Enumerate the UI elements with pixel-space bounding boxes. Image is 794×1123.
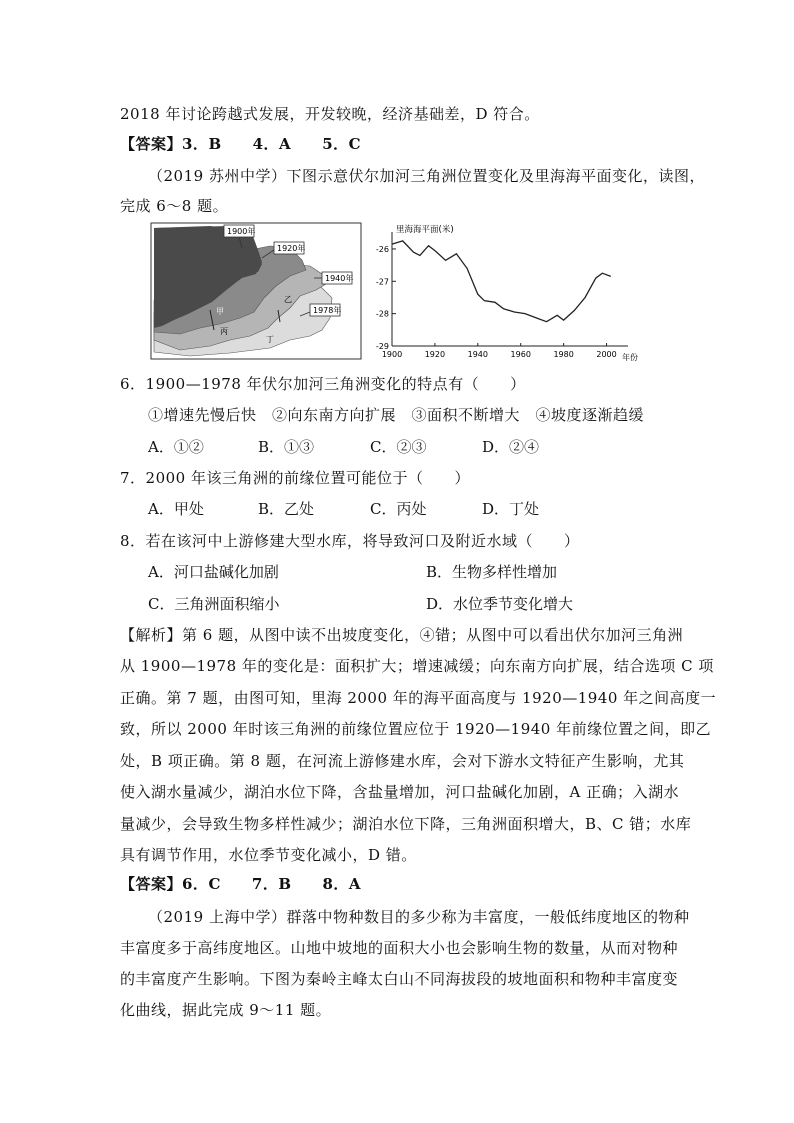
y-tick bbox=[376, 277, 396, 286]
map-label-bing: 丙 bbox=[220, 327, 228, 336]
q7-option-a: A．甲处 bbox=[148, 500, 204, 518]
y-tick-label: -26 bbox=[375, 244, 389, 254]
map-label-1940: 1940年 bbox=[325, 274, 354, 283]
y-tick-label: -28 bbox=[375, 309, 389, 319]
chart-title: 里海海平面(米) bbox=[396, 225, 454, 235]
q8-option-a: A．河口盐碱化加剧 bbox=[148, 563, 279, 581]
x-tick-label: 2000 bbox=[596, 350, 617, 359]
question-8: 8．若在该河中上游修建大型水库，将导致河口及附近水域（ ） bbox=[120, 532, 580, 550]
x-tick bbox=[425, 343, 445, 359]
question-6-items: ①增速先慢后快 ②向东南方向扩展 ③面积不断增大 ④坡度逐渐趋缓 bbox=[148, 406, 645, 424]
y-tick-label: -29 bbox=[375, 342, 389, 351]
map-label-ding: 丁 bbox=[266, 335, 274, 344]
x-tick-label: 1900 bbox=[381, 350, 403, 359]
q8-option-c: C．三角洲面积缩小 bbox=[148, 595, 280, 613]
next-stem-line-4: 化曲线，据此完成 9～11 题。 bbox=[120, 1001, 332, 1019]
x-tick-label: 1920 bbox=[424, 350, 446, 359]
stem-6-8-line-2: 完成 6～8 题。 bbox=[120, 197, 229, 215]
map-label-1978: 1978年 bbox=[313, 306, 342, 315]
analysis-line-3: 正确。第 7 题，由图可知，里海 2000 年的海平面高度与 1920—1940 年之间高度一 bbox=[120, 689, 717, 707]
map-label-1900: 1900年 bbox=[227, 227, 256, 236]
stem-6-8-line-1: （2019 苏州中学）下图示意伏尔加河三角洲位置变化及里海海平面变化，读图， bbox=[148, 167, 705, 185]
x-tick bbox=[553, 343, 573, 359]
next-stem-line-2: 丰富度多于高纬度地区。山地中坡地的面积大小也会影响生物的数量，从而对物种 bbox=[120, 939, 679, 957]
x-tick-label: 1960 bbox=[510, 350, 531, 359]
answer-6-8: 【答案】6．C 7．B 8．A bbox=[120, 875, 362, 893]
analysis-line-4: 致，所以 2000 年时该三角洲的前缘位置应位于 1920—1940 年前缘位置之间，即乙 bbox=[120, 720, 712, 738]
analysis-line-7: 量减少，会导致生物多样性减少；湖泊水位下降，三角洲面积增大，B、C 错；水库 bbox=[120, 815, 692, 833]
figure-6-8 bbox=[150, 220, 650, 362]
x-tick bbox=[596, 343, 616, 359]
next-stem-line-3: 的丰富度产生影响。下图为秦岭主峰太白山不同海拔段的坡地面积和物种丰富度变 bbox=[120, 970, 679, 988]
analysis-line-8: 具有调节作用，水位季节变化减小，D 错。 bbox=[120, 846, 417, 864]
q8-option-b: B．生物多样性增加 bbox=[426, 563, 558, 581]
next-stem-line-1: （2019 上海中学）群落中物种数目的多少称为丰富度，一般低纬度地区的物种 bbox=[148, 908, 690, 926]
x-tick-label: 1980 bbox=[553, 350, 574, 359]
q6-option-b: B．①③ bbox=[258, 438, 315, 456]
map-label-1920: 1920年 bbox=[277, 244, 306, 253]
x-tick bbox=[468, 343, 488, 359]
q7-option-d: D．丁处 bbox=[482, 500, 540, 518]
q6-option-a: A．①② bbox=[148, 438, 204, 456]
map-label-yi: 乙 bbox=[284, 295, 292, 304]
analysis-line-1: 【解析】第 6 题，从图中读不出坡度变化，④错；从图中可以看出伏尔加河三角洲 bbox=[120, 626, 684, 644]
x-tick-label: 1940 bbox=[467, 350, 488, 359]
y-tick bbox=[376, 310, 396, 319]
x-tick bbox=[511, 343, 531, 359]
q6-option-c: C．②③ bbox=[370, 438, 427, 456]
q6-option-d: D．②④ bbox=[482, 438, 540, 456]
sea-level-line bbox=[392, 241, 611, 322]
y-tick bbox=[376, 245, 396, 254]
y-tick-label: -27 bbox=[375, 277, 389, 287]
sea-level-chart bbox=[376, 224, 638, 362]
answer-3-5: 【答案】3．B 4．A 5．C bbox=[120, 135, 362, 153]
q8-option-d: D．水位季节变化增大 bbox=[426, 595, 574, 613]
analysis-line-2: 从 1900—1978 年的变化是：面积扩大；增速减缓；向东南方向扩展，结合选项 C 项 bbox=[120, 657, 714, 675]
analysis-line-5: 处，B 项正确。第 8 题，在河流上游修建水库，会对下游水文特征产生影响，尤其 bbox=[120, 752, 685, 770]
intro-tail: 2018 年讨论跨越式发展，开发较晚，经济基础差，D 符合。 bbox=[120, 105, 540, 123]
question-6: 6．1900—1978 年伏尔加河三角洲变化的特点有（ ） bbox=[120, 375, 526, 393]
x-axis-unit: 年份 bbox=[622, 353, 638, 362]
q7-option-b: B．乙处 bbox=[258, 500, 315, 518]
q7-option-c: C．丙处 bbox=[370, 500, 427, 518]
question-7: 7．2000 年该三角洲的前缘位置可能位于（ ） bbox=[120, 469, 470, 487]
delta-and-sea-level-figure bbox=[150, 220, 650, 362]
analysis-line-6: 使入湖水量减少，湖泊水位下降，含盐量增加，河口盐碱化加剧，A 正确；入湖水 bbox=[120, 783, 680, 801]
map-label-jia: 甲 bbox=[216, 307, 224, 316]
